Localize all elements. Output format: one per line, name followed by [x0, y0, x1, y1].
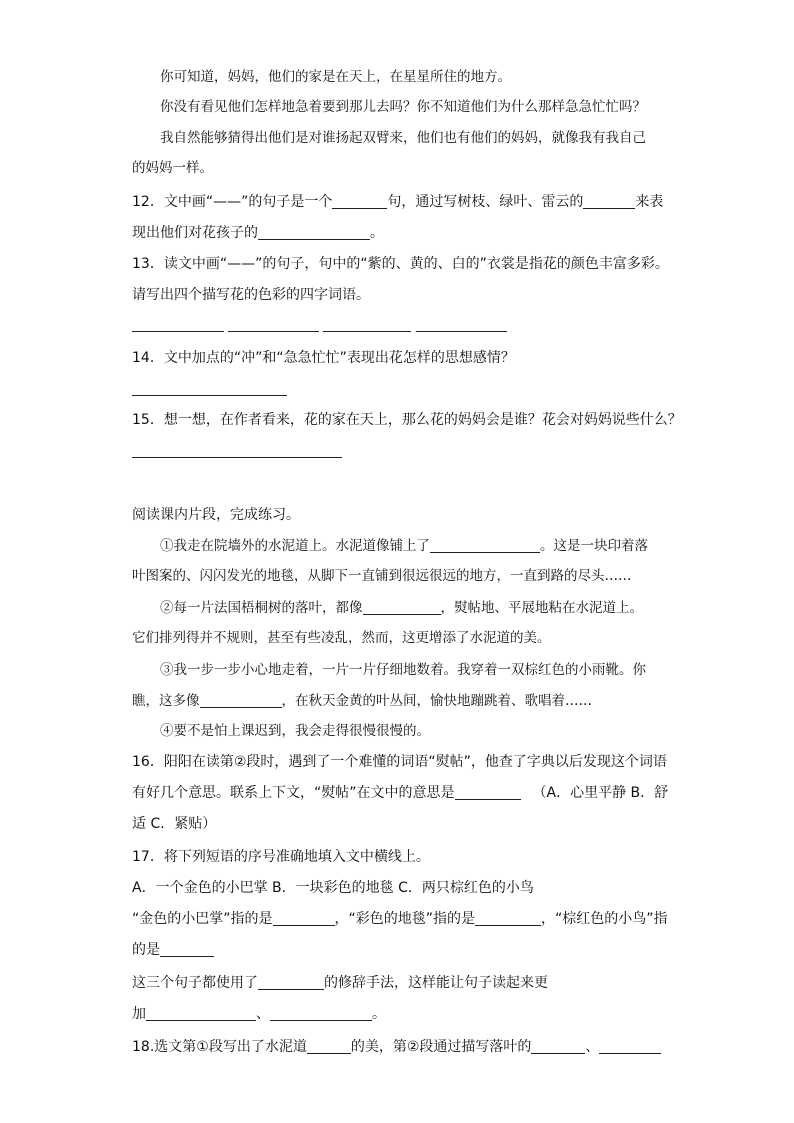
q15-answer-line[interactable] [132, 457, 342, 458]
p2-text-2b: ，熨帖地、平展地粘在水泥道上。 [440, 600, 643, 616]
q17-text-e2: 的修辞手法，这样能让句子读起来更 [324, 975, 548, 991]
question-16-line-1: 16．阳阳在读第②段时，遇到了一个难懂的词语“熨帖”，他查了字典以后发现这个词语 [132, 754, 667, 770]
q12-text-a: 12．文中画“——”的句子是一个 [132, 194, 333, 210]
q17-text-d: 的是 [132, 942, 160, 958]
question-16-line-3: 适 C．紧贴） [132, 816, 217, 832]
q17-blank-5[interactable] [146, 1006, 256, 1021]
passage1-line-2: 你没有看见他们怎样地急着要到那儿去吗？你不知道他们为什么那样急急忙忙吗？ [160, 99, 646, 115]
q12-text-d: 现出他们对花孩子的 [132, 225, 258, 241]
question-17-options: A．一个金色的小巴掌 B．一块彩色的地毯 C．两只棕红色的小鸟 [132, 880, 534, 896]
question-12-line-1 [132, 192, 663, 212]
question-17-line-6 [132, 1004, 386, 1024]
section-2-instruction: 阅读课内片段，完成练习。 [132, 507, 300, 523]
q12-text-b: 句，通过写树枝、绿叶、雷云的 [387, 194, 584, 210]
passage2-line-3 [160, 598, 643, 618]
q12-blank-2[interactable] [583, 194, 635, 209]
q17-blank-4[interactable] [258, 975, 324, 990]
question-12-line-2 [132, 223, 384, 243]
question-18 [132, 1037, 661, 1057]
q14-answer-line[interactable] [132, 395, 287, 396]
q16-blank[interactable] [455, 785, 521, 800]
q13-answer-line-1[interactable] [132, 331, 224, 332]
q16-text-b: 有好几个意思。联系上下文，“熨帖”在文中的意思是 [132, 785, 455, 801]
q18-text-b: 的美，第②段通过描写落叶的 [350, 1039, 532, 1055]
q17-text-c2: ，“彩色的地毯”指的是 [334, 911, 476, 927]
q12-blank-3[interactable] [258, 225, 370, 240]
q18-text-c: 、 [585, 1039, 600, 1055]
q12-blank-1[interactable] [332, 194, 387, 209]
q17-blank-1[interactable] [273, 911, 335, 926]
passage2-line-2: 叶图案的、闪闪发光的地毯，从脚下一直铺到很远很远的地方，一直到路的尽头…… [132, 568, 632, 584]
passage2-blank-3[interactable] [200, 693, 282, 708]
q18-blank-3[interactable] [599, 1039, 661, 1054]
passage1-line-4: 的妈妈一样。 [132, 160, 213, 176]
passage1-line-1: 你可知道，妈妈，他们的家是在天上，在星星所住的地方。 [160, 69, 511, 85]
passage2-line-4: 它们排列得并不规则，甚至有些凌乱，然而，这更增添了水泥道的美。 [132, 630, 551, 646]
q17-text-f1: 加 [132, 1006, 146, 1022]
q18-blank-2[interactable] [531, 1039, 585, 1054]
question-17-line-3 [132, 909, 668, 929]
q17-text-f3: 。 [372, 1006, 386, 1022]
q18-text-a: 18.选文第①段写出了水泥道 [132, 1039, 307, 1055]
q13-answer-line-2[interactable] [228, 331, 319, 332]
question-16-line-2 [132, 783, 668, 803]
p2-text-1b: 。这是一块印着落 [540, 538, 648, 554]
question-13-line-1: 13．读文中画“——”的句子，句中的“紫的、黄的、白的”衣裳是指花的颜色丰富多彩。 [132, 256, 669, 272]
question-17-line-4 [132, 940, 214, 960]
passage2-blank-2[interactable] [363, 600, 441, 615]
q17-text-e1: 这三个句子都使用了 [132, 975, 258, 991]
passage1-line-3: 我自然能够猜得出他们是对谁扬起双臂来，他们也有他们的妈妈，就像我有我自己 [160, 130, 646, 146]
question-14: 14．文中加点的“冲”和“急急忙忙”表现出花怎样的思想感情？ [132, 350, 515, 366]
passage2-line-6 [132, 691, 592, 711]
passage2-blank-1[interactable] [430, 538, 540, 553]
q17-text-c3: ，“棕红色的小鸟”指 [541, 911, 668, 927]
p2-text-3b: 瞧，这多像 [132, 693, 200, 709]
question-13-line-2: 请写出四个描写花的色彩的四字词语。 [132, 287, 370, 303]
q17-blank-6[interactable] [270, 1006, 372, 1021]
p2-text-1a: ①我走在院墙外的水泥道上。水泥道像铺上了 [160, 538, 430, 554]
q18-blank-1[interactable] [307, 1039, 351, 1054]
q12-text-c: 来表 [635, 194, 664, 210]
question-15: 15．想一想，在作者看来，花的家在天上，那么花的妈妈会是谁？花会对妈妈说些什么？ [132, 412, 682, 428]
p2-text-2a: ②每一片法国梧桐树的落叶，都像 [160, 600, 363, 616]
passage2-line-7: ④要不是怕上课迟到，我会走得很慢很慢的。 [160, 723, 430, 739]
passage2-line-5: ③我一步一步小心地走着，一片一片仔细地数着。我穿着一双棕红色的小雨靴。你 [160, 662, 646, 678]
q17-text-f2: 、 [256, 1006, 270, 1022]
q17-blank-2[interactable] [475, 911, 541, 926]
q12-text-e: 。 [370, 225, 384, 241]
passage2-line-1 [160, 536, 648, 556]
q13-answer-line-3[interactable] [323, 331, 411, 332]
q16-text-c: （A．心里平静 B．舒 [532, 785, 669, 801]
q13-answer-line-4[interactable] [416, 331, 507, 332]
q17-text-c1: “金色的小巴掌”指的是 [132, 911, 273, 927]
question-17-line-1: 17．将下列短语的序号准确地填入文中横线上。 [132, 849, 430, 865]
p2-text-3c: ，在秋天金黄的叶丛间，愉快地蹦跳着、歌唱着…… [281, 693, 592, 709]
question-17-line-5 [132, 973, 548, 993]
q17-blank-3[interactable] [160, 942, 214, 957]
